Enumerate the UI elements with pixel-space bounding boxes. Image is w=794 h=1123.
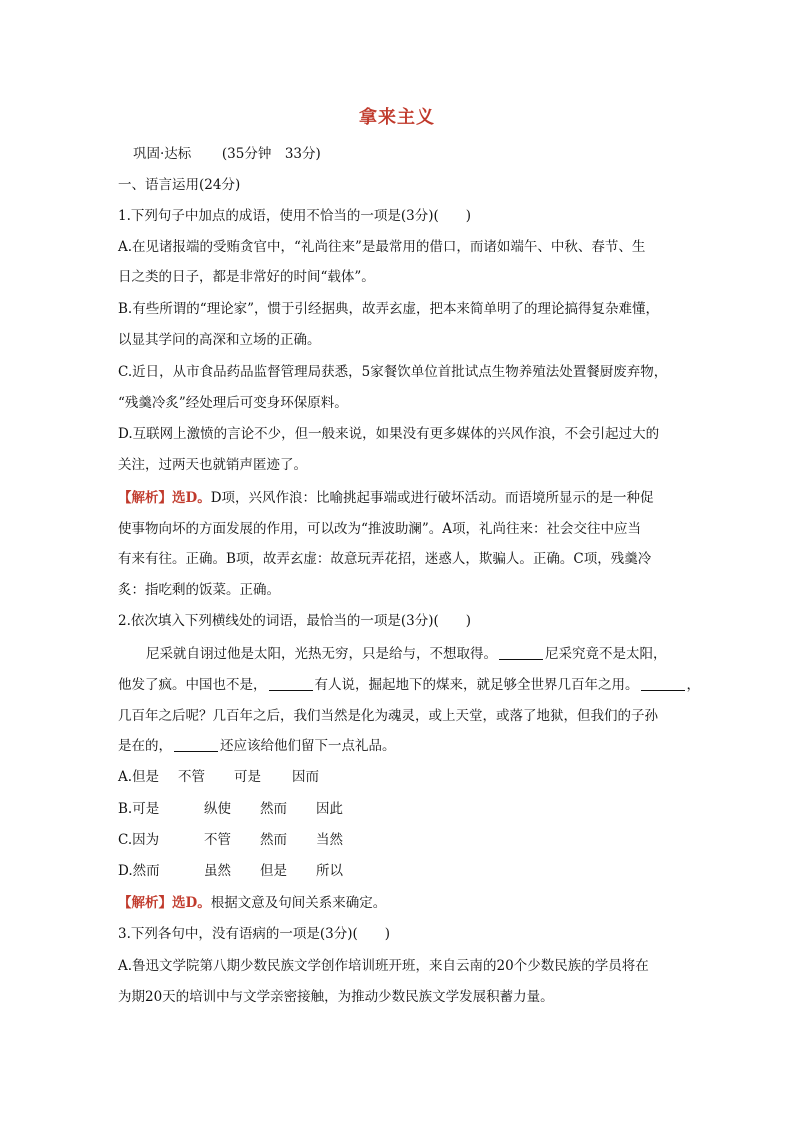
q1-option-d-line2: 关注，过两天也就销声匿迹了。 (118, 457, 307, 473)
q2-option-b (118, 799, 343, 819)
q2-passage-line1 (146, 644, 667, 664)
passage-text: 他发了疯。中国也不是， (118, 677, 267, 693)
option-letter-word: C.因为 (118, 832, 160, 848)
passage-text: 还应该给他们留下一点礼品。 (220, 738, 396, 754)
q1-analysis-line2: 使事物向坏的方面发展的作用，可以改为“推波助澜”。A项，礼尚往来：社会交往中应当 (118, 521, 642, 537)
page-title: 拿来主义 (359, 107, 435, 128)
q1-option-b-line1: B.有些所谓的“理论家”，惯于引经据典，故弄玄虚，把本来简单明了的理论搞得复杂难懂， (118, 301, 660, 317)
subheader-info: (35分钟 33分) (221, 146, 321, 162)
q2-option-d (118, 861, 343, 881)
option-word: 当然 (316, 832, 343, 848)
q3-option-a-line1: A.鲁迅文学院第八期少数民族文学创作培训班开班，来自云南的20个少数民族的学员将在 (118, 958, 649, 974)
option-word: 可是 (234, 769, 261, 785)
q1-option-c-line1: C.近日，从市食品药品监督管理局获悉，5家餐饮单位首批试点生物养殖法处置餐厨废弃物， (118, 364, 668, 380)
option-word: 然而 (260, 832, 287, 848)
q1-stem: 1.下列句子中加点的成语，使用不恰当的一项是(3分)( ) (118, 208, 472, 224)
q2-passage-line4 (118, 736, 396, 756)
q1-option-b-line2: 以显其学问的高深和立场的正确。 (118, 332, 321, 348)
fill-blank-1 (499, 646, 543, 660)
q2-option-c (118, 830, 343, 850)
option-letter-word: A.但是 (118, 769, 160, 785)
option-word: 所以 (316, 863, 343, 879)
analysis-text: D项，兴风作浪：比喻挑起事端或进行破坏活动。而语境所显示的是一种促 (210, 490, 654, 506)
q3-option-a-line2: 为期20天的培训中与文学亲密接触，为推动少数民族文学发展积蓄力量。 (118, 989, 554, 1005)
q2-option-a (118, 767, 319, 787)
q1-option-a-line2: 日之类的日子，都是非常好的时间“载体”。 (118, 269, 375, 285)
q2-passage-line3: 几百年之后呢？几百年之后，我们当然是化为魂灵，或上天堂，或落了地狱，但我们的子孙 (118, 708, 658, 724)
q3-stem: 3.下列各句中，没有语病的一项是(3分)( ) (118, 926, 391, 942)
q1-option-d-line1: D.互联网上激愤的言论不少，但一般来说，如果没有更多媒体的兴风作浪，不会引起过大的 (118, 426, 660, 442)
analysis-tag: 【解析】选D。 (118, 490, 211, 506)
analysis-tag: 【解析】选D。 (118, 895, 211, 911)
q2-stem: 2.依次填入下列横线处的词语，最恰当的一项是(3分)( ) (118, 613, 472, 629)
passage-text: 尼采究竟不是太阳， (545, 646, 667, 662)
option-word: 纵使 (204, 801, 231, 817)
option-word: 不管 (204, 832, 231, 848)
option-letter-word: B.可是 (118, 801, 160, 817)
q2-analysis (118, 893, 386, 913)
passage-text: 是在的， (118, 738, 172, 754)
option-word: 但是 (260, 863, 287, 879)
passage-text: ， (686, 677, 700, 693)
q1-option-a-line1: A.在见诸报端的受贿贪官中，“礼尚往来”是最常用的借口，而诸如端午、中秋、春节、生 (118, 239, 646, 255)
analysis-text: 根据文意及句间关系来确定。 (210, 895, 387, 911)
option-word: 不管 (178, 769, 205, 785)
fill-blank-3 (641, 677, 685, 691)
section-heading: 一、语言运用(24分) (118, 177, 241, 193)
option-word: 因此 (316, 801, 343, 817)
fill-blank-4 (174, 738, 218, 752)
option-word: 因而 (292, 769, 319, 785)
option-word: 然而 (260, 801, 287, 817)
subheader-label: 巩固·达标 (133, 146, 192, 162)
q1-analysis-line3: 有来有往。正确。B项，故弄玄虚：故意玩弄花招，迷惑人，欺骗人。正确。C项，残羹冷 (118, 551, 652, 567)
fill-blank-2 (269, 677, 313, 691)
passage-text: 尼采就自诩过他是太阳，光热无穷，只是给与，不想取得。 (146, 646, 497, 662)
option-word: 虽然 (204, 863, 231, 879)
q1-analysis-line1 (118, 488, 654, 508)
q2-passage-line2 (118, 675, 700, 695)
q1-analysis-line4: 炙：指吃剩的饭菜。正确。 (118, 582, 280, 598)
passage-text: 有人说，掘起地下的煤来，就足够全世界几百年之用。 (314, 677, 639, 693)
q1-option-c-line2: “残羹冷炙”经处理后可变身环保原料。 (118, 395, 348, 411)
option-letter-word: D.然而 (118, 863, 160, 879)
subheader (133, 144, 321, 164)
